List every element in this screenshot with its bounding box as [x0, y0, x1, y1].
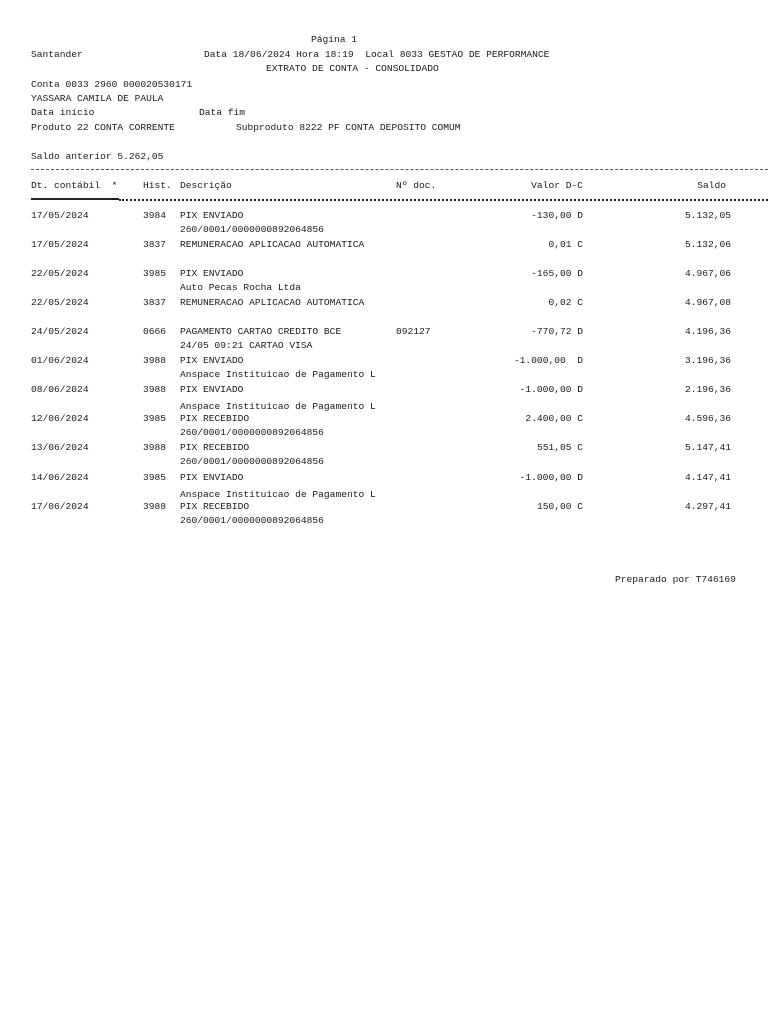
- row-amount: -1.000,00 D: [513, 355, 583, 366]
- row-description: PIX ENVIADO: [180, 384, 244, 395]
- previous-balance: Saldo anterior 5.262,05: [31, 151, 164, 162]
- row-balance: 4.596,36: [684, 413, 731, 424]
- col-n-doc: Nº doc.: [396, 180, 437, 191]
- separator-top: [31, 169, 768, 170]
- row-detail: 260/0001/0000000892064856: [180, 515, 324, 526]
- row-balance: 3.196,36: [684, 355, 731, 366]
- col-saldo: Saldo: [697, 180, 726, 191]
- row-date: 08/06/2024: [31, 384, 89, 395]
- row-date: 17/05/2024: [31, 210, 89, 221]
- row-detail: Anspace Instituicao de Pagamento L: [180, 401, 376, 412]
- row-description: PIX RECEBIDO: [180, 442, 250, 453]
- col-dt-contabil: Dt. contábil *: [31, 180, 118, 191]
- row-amount: -130,00 D: [531, 210, 583, 221]
- row-amount: -1.000,00 D: [519, 472, 583, 483]
- product: Produto 22 CONTA CORRENTE: [31, 122, 175, 133]
- row-date: 01/06/2024: [31, 355, 89, 366]
- prepared-by: Preparado por T746169: [615, 574, 736, 585]
- document-title: EXTRATO DE CONTA - CONSOLIDADO: [266, 63, 439, 74]
- row-description: PIX ENVIADO: [180, 268, 244, 279]
- row-doc-number: 092127: [396, 326, 431, 337]
- row-hist: 3985: [143, 472, 167, 483]
- row-detail: Auto Pecas Rocha Ltda: [180, 282, 301, 293]
- row-description: REMUNERACAO APLICACAO AUTOMATICA: [180, 239, 365, 250]
- row-detail: 260/0001/0000000892064856: [180, 224, 324, 235]
- row-balance: 2.196,36: [684, 384, 731, 395]
- row-description: PIX ENVIADO: [180, 472, 244, 483]
- page-number: Página 1: [311, 34, 358, 45]
- start-date-label: Data início: [31, 107, 95, 118]
- row-amount: 2.400,00 C: [525, 413, 583, 424]
- row-hist: 3837: [143, 239, 167, 250]
- row-amount: -1.000,00 D: [519, 384, 583, 395]
- row-date: 13/06/2024: [31, 442, 89, 453]
- row-detail: Anspace Instituicao de Pagamento L: [180, 489, 376, 500]
- row-detail: 24/05 09:21 CARTAO VISA: [180, 340, 313, 351]
- row-detail: Anspace Instituicao de Pagamento L: [180, 369, 376, 380]
- row-balance: 4.147,41: [684, 472, 731, 483]
- row-hist: 3984: [143, 210, 167, 221]
- row-date: 14/06/2024: [31, 472, 89, 483]
- row-date: 17/06/2024: [31, 501, 89, 512]
- row-hist: 3988: [143, 442, 167, 453]
- row-description: PIX RECEBIDO: [180, 501, 250, 512]
- row-amount: -770,72 D: [531, 326, 583, 337]
- row-amount: 150,00 C: [536, 501, 583, 512]
- col-hist: Hist.: [143, 180, 172, 191]
- row-hist: 3985: [143, 413, 167, 424]
- row-balance: 4.196,36: [684, 326, 731, 337]
- row-date: 22/05/2024: [31, 297, 89, 308]
- date-time-local: Data 18/06/2024 Hora 18:19 Local 8033 GESTAO DE PERFORMANCE: [204, 49, 550, 60]
- row-hist: 3988: [143, 384, 167, 395]
- row-balance: 5.132,05: [684, 210, 731, 221]
- row-description: PIX RECEBIDO: [180, 413, 250, 424]
- col-valor: Valor D-C: [531, 180, 583, 191]
- row-balance: 4.297,41: [684, 501, 731, 512]
- row-amount: 0,02 C: [548, 297, 583, 308]
- row-description: PAGAMENTO CARTAO CREDITO BCE: [180, 326, 342, 337]
- subproduct: Subproduto 8222 PF CONTA DEPOSITO COMUM: [236, 122, 461, 133]
- row-balance: 4.967,06: [684, 268, 731, 279]
- col-descricao: Descrição: [180, 180, 232, 191]
- row-balance: 5.147,41: [684, 442, 731, 453]
- row-hist: 3985: [143, 268, 167, 279]
- row-balance: 4.967,08: [684, 297, 731, 308]
- row-detail: 260/0001/0000000892064856: [180, 427, 324, 438]
- row-date: 24/05/2024: [31, 326, 89, 337]
- row-description: PIX ENVIADO: [180, 355, 244, 366]
- header-underline: [31, 198, 119, 200]
- row-date: 12/06/2024: [31, 413, 89, 424]
- row-amount: -165,00 D: [531, 268, 583, 279]
- bank-name: Santander: [31, 49, 83, 60]
- header-underline-dotted: [119, 199, 768, 201]
- account-number: Conta 0033 2960 000020530171: [31, 79, 193, 90]
- row-date: 17/05/2024: [31, 239, 89, 250]
- account-holder: YASSARA CAMILA DE PAULA: [31, 93, 164, 104]
- row-date: 22/05/2024: [31, 268, 89, 279]
- row-description: REMUNERACAO APLICACAO AUTOMATICA: [180, 297, 365, 308]
- row-detail: 260/0001/0000000892064856: [180, 456, 324, 467]
- row-description: PIX ENVIADO: [180, 210, 244, 221]
- row-hist: 3988: [143, 501, 167, 512]
- end-date-label: Data fim: [199, 107, 246, 118]
- row-hist: 3837: [143, 297, 167, 308]
- row-balance: 5.132,06: [684, 239, 731, 250]
- row-hist: 3988: [143, 355, 167, 366]
- row-hist: 0666: [143, 326, 167, 337]
- row-amount: 0,01 C: [548, 239, 583, 250]
- row-amount: 551,05 C: [536, 442, 583, 453]
